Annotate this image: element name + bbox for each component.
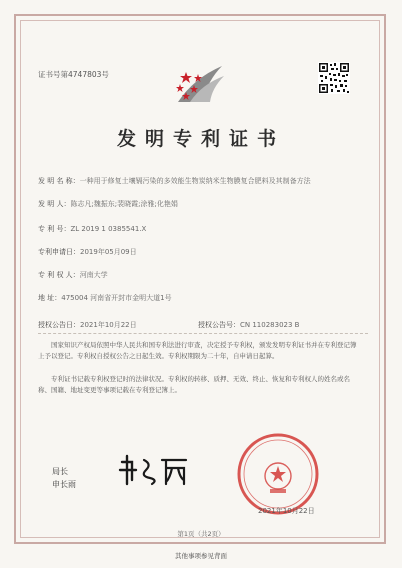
certificate-number: 证书号第4747803号 bbox=[38, 70, 109, 79]
grant-number-label: 授权公告号： bbox=[198, 321, 240, 329]
invention-name-value: 一种用于修复土壤镉污染的多效能生物炭纳米生物膜复合肥料及其制备方法 bbox=[79, 177, 311, 185]
body-paragraph-2: 专利证书记载专利权登记时的法律状况。专利权的转移、质押、无效、终止、恢复和专利权人的姓名或名称、国籍、地址变更等事项记载在专利登记簿上。 bbox=[38, 375, 350, 394]
patent-number-row bbox=[38, 224, 146, 234]
grant-number-row bbox=[198, 320, 299, 330]
filing-date-row bbox=[38, 247, 137, 257]
footer-note: 其他事项参见背面 bbox=[175, 552, 227, 560]
signatory-name: 申长雨 bbox=[52, 480, 76, 489]
cnipa-emblem-icon bbox=[174, 58, 228, 106]
body-paragraph-1: 国家知识产权局依照中华人民共和国专利法进行审查，决定授予专利权，颁发发明专利证书并在专利登记簿上予以登记。专利权自授权公告之日起生效。专利权期限为二十年，自申请日起算。 bbox=[38, 341, 357, 360]
inventors-label: 发 明 人： bbox=[38, 200, 71, 208]
patent-number-label: 专 利 号： bbox=[38, 225, 71, 233]
page-number: 第1页（共2页） bbox=[177, 530, 225, 538]
inventors-value: 陈志凡;魏振东;裴晓霞;涂雅;化艳娟 bbox=[70, 200, 178, 208]
qr-code-icon bbox=[318, 62, 350, 94]
official-seal-icon bbox=[236, 432, 320, 516]
grant-date-value: 2021年10月22日 bbox=[80, 321, 137, 329]
patentee-label: 专 利 权 人： bbox=[38, 271, 80, 279]
grant-number-value: CN 110283023 B bbox=[240, 321, 300, 329]
handwritten-signature-icon bbox=[118, 452, 192, 488]
invention-name-label: 发 明 名 称： bbox=[38, 177, 80, 185]
address-label: 地 址： bbox=[38, 294, 62, 302]
inventors-row bbox=[38, 199, 178, 209]
address-value: 475004 河南省开封市金明大道1号 bbox=[61, 294, 172, 302]
address-row bbox=[38, 293, 172, 303]
grant-date-row bbox=[38, 320, 137, 330]
grant-date-label: 授权公告日： bbox=[38, 321, 80, 329]
filing-date-label: 专利申请日： bbox=[38, 248, 80, 256]
patent-number-value: ZL 2019 1 0385541.X bbox=[70, 225, 147, 233]
divider bbox=[38, 333, 368, 334]
patentee-row bbox=[38, 270, 108, 280]
signatory-title: 局长 bbox=[52, 467, 68, 476]
filing-date-value: 2019年05月09日 bbox=[80, 248, 137, 256]
patentee-value: 河南大学 bbox=[79, 271, 108, 279]
seal-date: 2021年10月22日 bbox=[258, 507, 315, 515]
document-title: 发明专利证书 bbox=[116, 128, 285, 150]
invention-name-row bbox=[38, 176, 311, 186]
